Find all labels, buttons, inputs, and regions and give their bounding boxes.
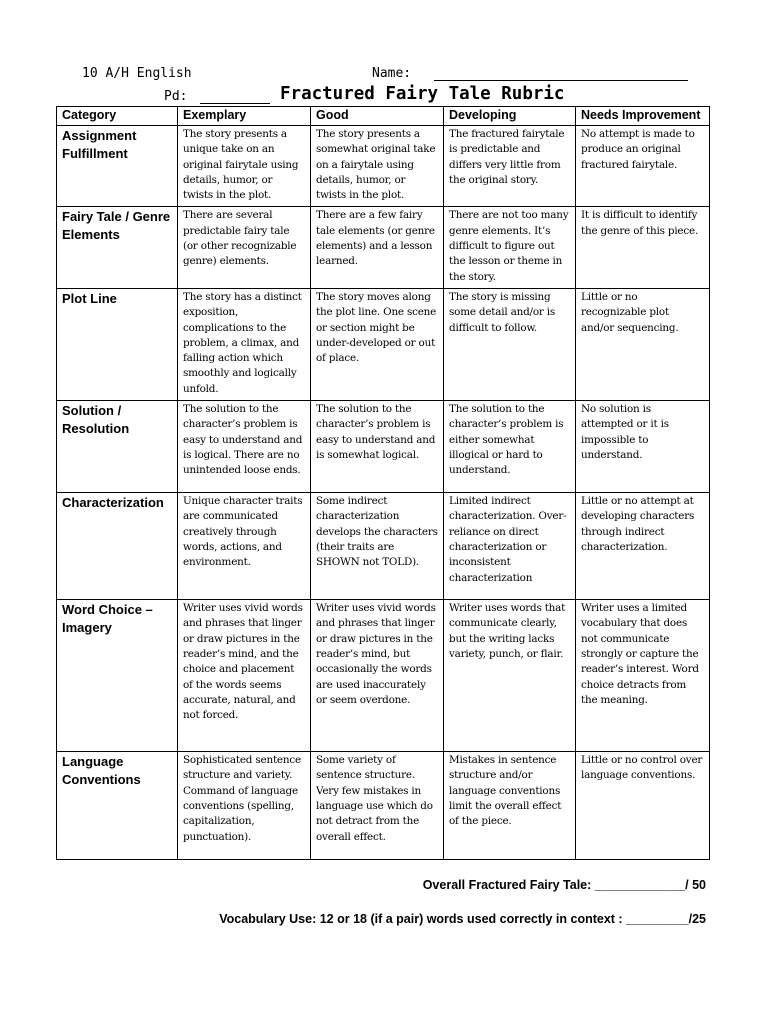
table-row [57,600,710,752]
rubric-table [56,106,710,860]
period-blank-line[interactable] [200,103,270,104]
row-category: Assignment Fulfillment [57,126,178,207]
column-header-exemplary: Exemplary [178,107,311,126]
cell-needs-improvement: Little or no recognizable plot and/or sequencing. [576,288,710,400]
cell-needs-improvement: No attempt is made to produce an original fractured fairytale. [576,126,710,207]
period-label: Pd: [164,89,188,104]
cell-good: Some indirect characterization develops the characters (their traits are SHOWN not TOLD). [311,493,444,600]
row-category: Fairy Tale / Genre Elements [57,207,178,288]
cell-developing: Writer uses words that communicate clearly, but the writing lacks variety, punch, or flair. [444,600,576,752]
cell-needs-improvement: It is difficult to identify the genre of this piece. [576,207,710,288]
page-title: Fractured Fairy Tale Rubric [280,84,565,104]
cell-exemplary: The story has a distinct exposition, complications to the problem, a climax, and falling action which smoothly and logically unfold. [178,288,311,400]
name-blank-line[interactable] [434,80,688,81]
row-category: Word Choice – Imagery [57,600,178,752]
cell-exemplary: Sophisticated sentence structure and variety. Command of language conventions (spelling, capitalization, punctuation). [178,752,311,860]
row-category: Language Conventions [57,752,178,860]
name-label: Name: [372,66,412,81]
cell-good: There are a few fairy tale elements (or genre elements) and a lesson learned. [311,207,444,288]
cell-good: The story presents a somewhat original take on a fairytale using details, humor, or twists in the plot. [311,126,444,207]
course-title: 10 A/H English [82,66,192,81]
cell-good: The story moves along the plot line. One scene or section might be under-developed or out of place. [311,288,444,400]
column-header-needs-improvement: Needs Improvement [576,107,710,126]
cell-developing: Mistakes in sentence structure and/or language conventions limit the overall effect of the piece. [444,752,576,860]
column-header-category: Category [57,107,178,126]
vocabulary-score-line: Vocabulary Use: 12 or 18 (if a pair) words used correctly in context : _________/25 [219,912,706,926]
cell-needs-improvement: Little or no attempt at developing characters through indirect characterization. [576,493,710,600]
cell-good: The solution to the character’s problem is easy to understand and is somewhat logical. [311,401,444,493]
cell-good: Writer uses vivid words and phrases that linger or draw pictures in the reader’s mind, but occasionally the words are used inaccurately or seem overdone. [311,600,444,752]
column-header-developing: Developing [444,107,576,126]
cell-exemplary: Writer uses vivid words and phrases that linger or draw pictures in the reader’s mind, and the choice and placement of the words seems accurate, natural, and not forced. [178,600,311,752]
cell-exemplary: Unique character traits are communicated creatively through words, actions, and environment. [178,493,311,600]
header-line-course-name [82,64,702,84]
row-category: Solution / Resolution [57,401,178,493]
overall-score-line: Overall Fractured Fairy Tale: _____________/ 50 [422,878,706,892]
table-row [57,288,710,400]
cell-exemplary: There are several predictable fairy tale (or other recognizable genre) elements. [178,207,311,288]
cell-exemplary: The solution to the character’s problem is easy to understand and is logical. There are no unintended loose ends. [178,401,311,493]
table-row [57,401,710,493]
row-category: Characterization [57,493,178,600]
header-line-period-title [160,84,620,106]
table-row [57,752,710,860]
table-row [57,207,710,288]
row-category: Plot Line [57,288,178,400]
column-header-good: Good [311,107,444,126]
cell-developing: The solution to the character’s problem is either somewhat illogical or hard to understand. [444,401,576,493]
cell-good: Some variety of sentence structure. Very few mistakes in language use which do not detract from the overall effect. [311,752,444,860]
table-header-row [57,107,710,126]
table-row [57,493,710,600]
cell-developing: Limited indirect characterization. Over-reliance on direct characterization or inconsistent characterization [444,493,576,600]
cell-developing: There are not too many genre elements. It’s difficult to figure out the lesson or theme in the story. [444,207,576,288]
cell-exemplary: The story presents a unique take on an original fairytale using details, humor, or twists in the plot. [178,126,311,207]
cell-needs-improvement: No solution is attempted or it is impossible to understand. [576,401,710,493]
cell-needs-improvement: Writer uses a limited vocabulary that does not communicate strongly or capture the reader’s interest. Word choice detracts from the meaning. [576,600,710,752]
table-row [57,126,710,207]
cell-developing: The story is missing some detail and/or is difficult to follow. [444,288,576,400]
cell-developing: The fractured fairytale is predictable and differs very little from the original story. [444,126,576,207]
cell-needs-improvement: Little or no control over language conventions. [576,752,710,860]
